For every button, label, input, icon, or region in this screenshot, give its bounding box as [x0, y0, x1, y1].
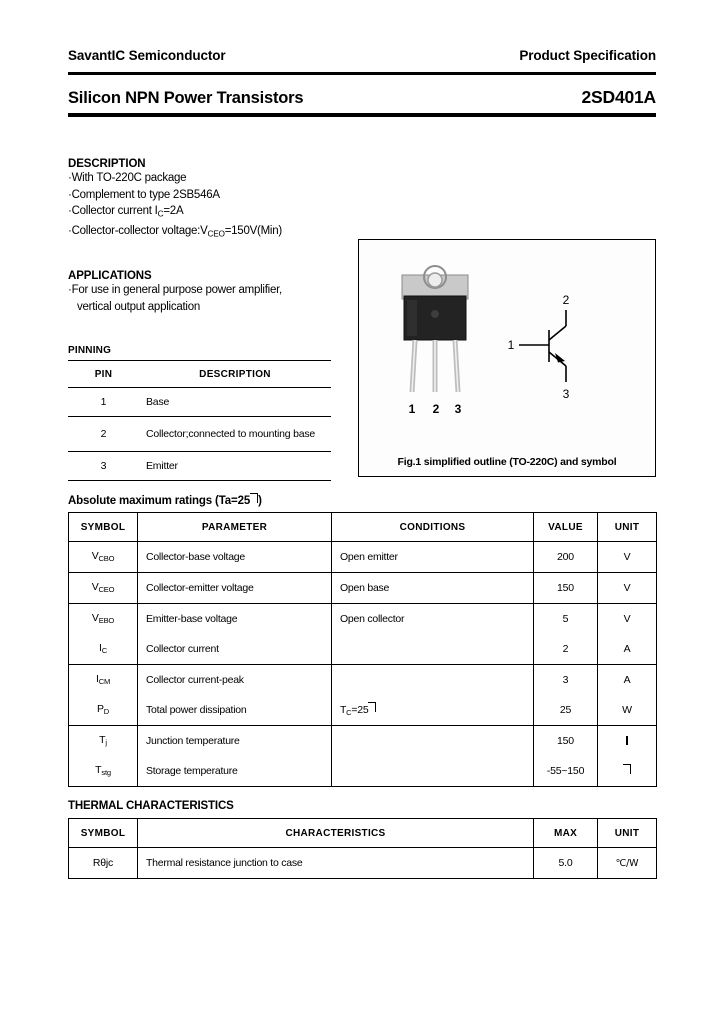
- pin-description: Base: [139, 388, 331, 417]
- symbol-sub: C: [101, 646, 107, 656]
- row-unit: [598, 756, 657, 787]
- figure-panel: [358, 239, 656, 477]
- pin-number: 1: [68, 388, 139, 417]
- symbol-pin-label-collector: 2: [562, 293, 570, 307]
- row-conditions: [332, 726, 534, 757]
- symbol-sub: CBO: [98, 554, 115, 564]
- row-value: -55~150: [534, 756, 598, 787]
- row-unit: ℃/W: [598, 848, 657, 879]
- table-header-row: [68, 361, 331, 388]
- row-parameter: Total power dissipation: [138, 695, 332, 726]
- table-header-row: [69, 819, 657, 848]
- symbol-main: V: [91, 612, 99, 625]
- symbol-sub: stg: [101, 768, 111, 778]
- symbol-sub: CM: [98, 677, 111, 687]
- symbol-sub: D: [103, 707, 110, 717]
- applications-line: vertical output application: [77, 300, 201, 313]
- symbol-pin-label-emitter: 3: [562, 387, 570, 401]
- header-rule-top: [68, 72, 656, 75]
- part-number: 2SD401A: [581, 87, 656, 107]
- pin-description: Emitter: [139, 452, 331, 481]
- row-characteristics: Thermal resistance junction to case: [138, 848, 534, 879]
- table-row: [68, 452, 331, 481]
- symbol-main: T: [95, 764, 102, 777]
- description-item-collector-voltage: [68, 223, 368, 243]
- row-conditions: [332, 756, 534, 787]
- desc-ic-post: =2A: [163, 205, 184, 217]
- absolute-max-title-suffix: ): [258, 495, 262, 507]
- col-characteristics: CHARACTERISTICS: [138, 819, 534, 848]
- row-value: 5: [534, 604, 598, 635]
- table-header-row: [69, 513, 657, 542]
- symbol-main: I: [95, 673, 99, 686]
- pinning-label: PINNING: [68, 345, 112, 356]
- row-unit: V: [598, 542, 657, 573]
- row-symbol: [69, 695, 138, 726]
- page-header: [68, 48, 656, 63]
- description-item: ·With TO-220C package: [68, 172, 187, 184]
- desc-vceo-post: =150V(Min): [224, 224, 282, 237]
- row-symbol: Rθjc: [69, 848, 138, 879]
- table-row: [69, 756, 657, 787]
- pinning-col-pin: PIN: [68, 361, 139, 388]
- row-symbol: [69, 634, 138, 665]
- desc-ic-sub: C: [157, 209, 164, 219]
- pinning-table: [68, 360, 331, 481]
- col-unit: UNIT: [598, 819, 657, 848]
- row-unit: A: [598, 665, 657, 696]
- desc-vceo-pre: ·Collector-collector voltage:V: [68, 224, 208, 237]
- row-value: 200: [534, 542, 598, 573]
- row-conditions: Open collector: [332, 604, 534, 635]
- row-parameter: Junction temperature: [138, 726, 332, 757]
- row-unit: W: [598, 695, 657, 726]
- thermal-characteristics-table: [68, 818, 657, 879]
- package-pin-label-2: 2: [432, 402, 440, 416]
- row-value: 25: [534, 695, 598, 726]
- row-conditions: Open emitter: [332, 542, 534, 573]
- row-parameter: Storage temperature: [138, 756, 332, 787]
- npn-transistor-symbol-icon: [519, 310, 566, 382]
- description-item-collector-current: [68, 203, 368, 223]
- symbol-main: I: [99, 642, 102, 655]
- company-name: SavantIC Semiconductor: [68, 48, 226, 63]
- row-symbol: [69, 665, 138, 696]
- table-row: [69, 665, 657, 696]
- row-value: 150: [534, 726, 598, 757]
- row-symbol: [69, 756, 138, 787]
- degree-celsius-glyph: [250, 493, 258, 503]
- col-max: MAX: [534, 819, 598, 848]
- row-parameter: Collector-base voltage: [138, 542, 332, 573]
- document-type: Product Specification: [519, 48, 656, 63]
- header-rule-bottom: [68, 113, 656, 117]
- row-parameter: Emitter-base voltage: [138, 604, 332, 635]
- emitter-arrow-icon: [555, 353, 565, 363]
- symbol-main: P: [96, 703, 104, 716]
- table-row: [68, 388, 331, 417]
- package-pin-label-3: 3: [454, 402, 462, 416]
- row-symbol: [69, 542, 138, 573]
- description-heading: DESCRIPTION: [68, 158, 146, 170]
- symbol-main: T: [99, 734, 106, 747]
- row-parameter: Collector-emitter voltage: [138, 573, 332, 604]
- table-row: [69, 695, 657, 726]
- symbol-main: V: [91, 550, 99, 563]
- table-row: [69, 573, 657, 604]
- title-bar: [68, 87, 656, 108]
- row-parameter: Collector current-peak: [138, 665, 332, 696]
- row-unit: A: [598, 634, 657, 665]
- pin-description: Collector;connected to mounting base: [139, 417, 331, 452]
- pin-number: 3: [68, 452, 139, 481]
- desc-ic-pre: ·Collector current I: [68, 205, 158, 217]
- row-conditions: Open base: [332, 573, 534, 604]
- col-parameter: PARAMETER: [138, 513, 332, 542]
- row-symbol: [69, 726, 138, 757]
- table-row: [68, 417, 331, 452]
- degree-celsius-glyph: [623, 764, 631, 774]
- table-row: [69, 726, 657, 757]
- transistor-outline-and-symbol-graphic: [359, 240, 653, 474]
- degree-celsius-glyph: [626, 736, 627, 745]
- row-value: 150: [534, 573, 598, 604]
- thermal-characteristics-title: THERMAL CHARACTERISTICS: [68, 800, 234, 812]
- to220-package-icon: [402, 266, 468, 392]
- col-unit: UNIT: [598, 513, 657, 542]
- symbol-pin-label-base: 1: [507, 338, 515, 352]
- applications-line: ·For use in general purpose power amplifier,: [68, 284, 283, 296]
- row-conditions: $T_C=25$: [332, 695, 534, 726]
- symbol-main: V: [91, 581, 99, 594]
- symbol-sub: EBO: [98, 616, 115, 626]
- col-symbol: SYMBOL: [69, 819, 138, 848]
- condition-sub: C: [346, 708, 352, 718]
- page-title: Silicon NPN Power Transistors: [68, 89, 304, 107]
- absolute-max-title: [68, 494, 262, 507]
- row-value: 2: [534, 634, 598, 665]
- absolute-maximum-ratings-table: [68, 512, 657, 787]
- symbol-sub: CEO: [98, 585, 115, 595]
- package-pin-label-1: 1: [408, 402, 416, 416]
- col-symbol: SYMBOL: [69, 513, 138, 542]
- row-parameter: Collector current: [138, 634, 332, 665]
- symbol-sub: j: [105, 738, 107, 748]
- applications-heading: APPLICATIONS: [68, 270, 152, 282]
- table-row: [69, 848, 657, 879]
- applications-block: [68, 270, 388, 315]
- row-value: 3: [534, 665, 598, 696]
- table-row: [69, 604, 657, 635]
- description-item: ·Complement to type 2SB546A: [68, 188, 220, 201]
- row-unit: [598, 726, 657, 757]
- row-unit: V: [598, 573, 657, 604]
- row-symbol: [69, 573, 138, 604]
- col-conditions: CONDITIONS: [332, 513, 534, 542]
- description-block: [68, 158, 368, 243]
- row-max: 5.0: [534, 848, 598, 879]
- row-symbol: [69, 604, 138, 635]
- pin-number: 2: [68, 417, 139, 452]
- pinning-col-desc: DESCRIPTION: [139, 361, 331, 388]
- table-row: [69, 634, 657, 665]
- desc-vceo-sub: CEO: [207, 229, 225, 239]
- row-conditions: [332, 665, 534, 696]
- row-unit: V: [598, 604, 657, 635]
- table-row: [69, 542, 657, 573]
- row-conditions: [332, 634, 534, 665]
- degree-celsius-glyph: [368, 702, 376, 712]
- absolute-max-title-prefix: Absolute maximum ratings (Ta=25: [68, 495, 251, 507]
- col-value: VALUE: [534, 513, 598, 542]
- figure-caption: Fig.1 simplified outline (TO-220C) and symbol: [397, 456, 617, 468]
